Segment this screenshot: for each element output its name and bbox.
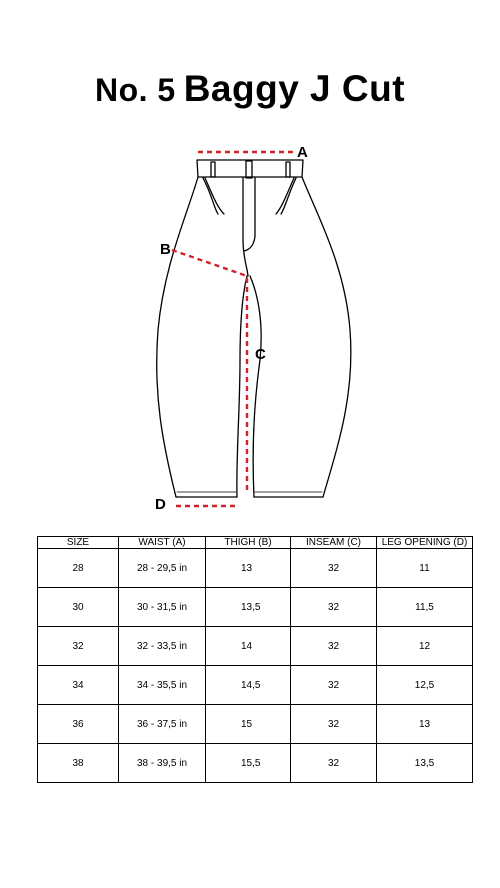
label-c: C xyxy=(255,346,266,363)
header-inseam: INSEAM (C) xyxy=(291,537,377,549)
cell-leg-opening: 13 xyxy=(377,705,473,744)
cell-thigh: 15 xyxy=(206,705,291,744)
header-size: SIZE xyxy=(38,537,119,549)
thigh-measure-line xyxy=(172,250,247,276)
cell-thigh: 14,5 xyxy=(206,666,291,705)
table-row xyxy=(38,588,473,627)
cell-leg-opening: 12 xyxy=(377,627,473,666)
cell-waist: 36 - 37,5 in xyxy=(119,705,206,744)
cell-leg-opening: 13,5 xyxy=(377,744,473,783)
table-row xyxy=(38,627,473,666)
cell-thigh: 14 xyxy=(206,627,291,666)
cell-waist: 34 - 35,5 in xyxy=(119,666,206,705)
cell-leg-opening: 11 xyxy=(377,549,473,588)
cell-inseam: 32 xyxy=(291,666,377,705)
cell-waist: 30 - 31,5 in xyxy=(119,588,206,627)
cell-size: 32 xyxy=(38,627,119,666)
label-a: A xyxy=(297,144,308,161)
cell-size: 38 xyxy=(38,744,119,783)
cell-thigh: 15,5 xyxy=(206,744,291,783)
pants-outline xyxy=(157,160,351,497)
cell-leg-opening: 11,5 xyxy=(377,588,473,627)
cell-thigh: 13,5 xyxy=(206,588,291,627)
cell-size: 28 xyxy=(38,549,119,588)
cell-waist: 38 - 39,5 in xyxy=(119,744,206,783)
cell-inseam: 32 xyxy=(291,549,377,588)
header-leg-opening: LEG OPENING (D) xyxy=(377,537,473,549)
title-model-name: Baggy J Cut xyxy=(183,68,406,109)
table-row xyxy=(38,744,473,783)
cell-waist: 28 - 29,5 in xyxy=(119,549,206,588)
cell-leg-opening: 12,5 xyxy=(377,666,473,705)
cell-size: 34 xyxy=(38,666,119,705)
label-d: D xyxy=(155,496,166,513)
cell-inseam: 32 xyxy=(291,705,377,744)
size-chart-table xyxy=(37,536,473,783)
cell-inseam: 32 xyxy=(291,627,377,666)
table-row xyxy=(38,705,473,744)
cell-inseam: 32 xyxy=(291,744,377,783)
label-b: B xyxy=(160,241,171,258)
table-row xyxy=(38,666,473,705)
cell-size: 36 xyxy=(38,705,119,744)
table-row xyxy=(38,549,473,588)
header-thigh: THIGH (B) xyxy=(206,537,291,549)
header-waist: WAIST (A) xyxy=(119,537,206,549)
cell-waist: 32 - 33,5 in xyxy=(119,627,206,666)
table-header-row xyxy=(38,537,473,549)
title-model-number: No. 5 xyxy=(94,72,176,108)
cell-inseam: 32 xyxy=(291,588,377,627)
cell-thigh: 13 xyxy=(206,549,291,588)
measurement-lines xyxy=(172,152,296,506)
cell-size: 30 xyxy=(38,588,119,627)
